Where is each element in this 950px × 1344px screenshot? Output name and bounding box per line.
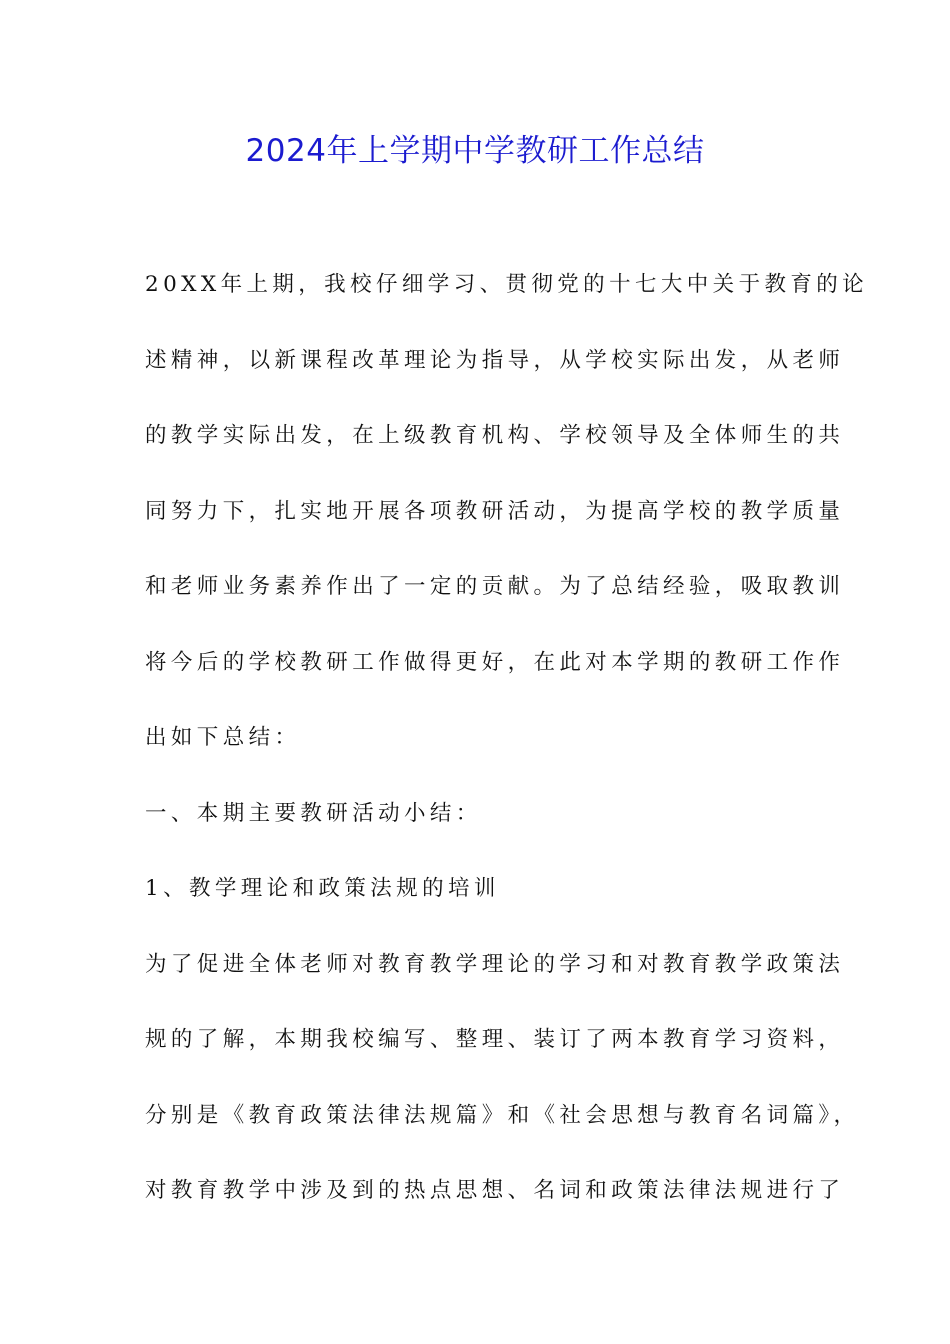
body-line-2: 述精神，以新课程改革理论为指导，从学校实际出发，从老师 [145, 347, 845, 373]
body-line-6: 将今后的学校教研工作做得更好，在此对本学期的教研工作作 [145, 649, 845, 675]
body-line-10: 分别是《教育政策法律法规篇》和《社会思想与教育名词篇》， [145, 1102, 860, 1128]
body-line-3: 的教学实际出发，在上级教育机构、学校领导及全体师生的共 [145, 423, 845, 448]
body-line-9: 规的了解，本期我校编写、整理、装订了两本教育学习资料， [145, 1027, 845, 1052]
document-title: 2024年上学期中学教研工作总结 [245, 133, 705, 169]
body-line-1: 20XX年上期，我校仔细学习、贯彻党的十七大中关于教育的论 [145, 272, 869, 297]
body-line-7: 出如下总结： [145, 725, 301, 750]
document-body [145, 262, 869, 1244]
body-line-4: 同努力下，扎实地开展各项教研活动，为提高学校的教学质量 [145, 498, 845, 524]
subsection-heading-1: 1、教学理论和政策法规的培训 [145, 876, 500, 901]
section-heading-1: 一、本期主要教研活动小结： [145, 800, 482, 826]
body-line-11: 对教育教学中涉及到的热点思想、名词和政策法律法规进行了 [145, 1178, 845, 1203]
body-line-5: 和老师业务素养作出了一定的贡献。为了总结经验，吸取教训 [145, 574, 845, 599]
body-line-8: 为了促进全体老师对教育教学理论的学习和对教育教学政策法 [145, 951, 845, 977]
